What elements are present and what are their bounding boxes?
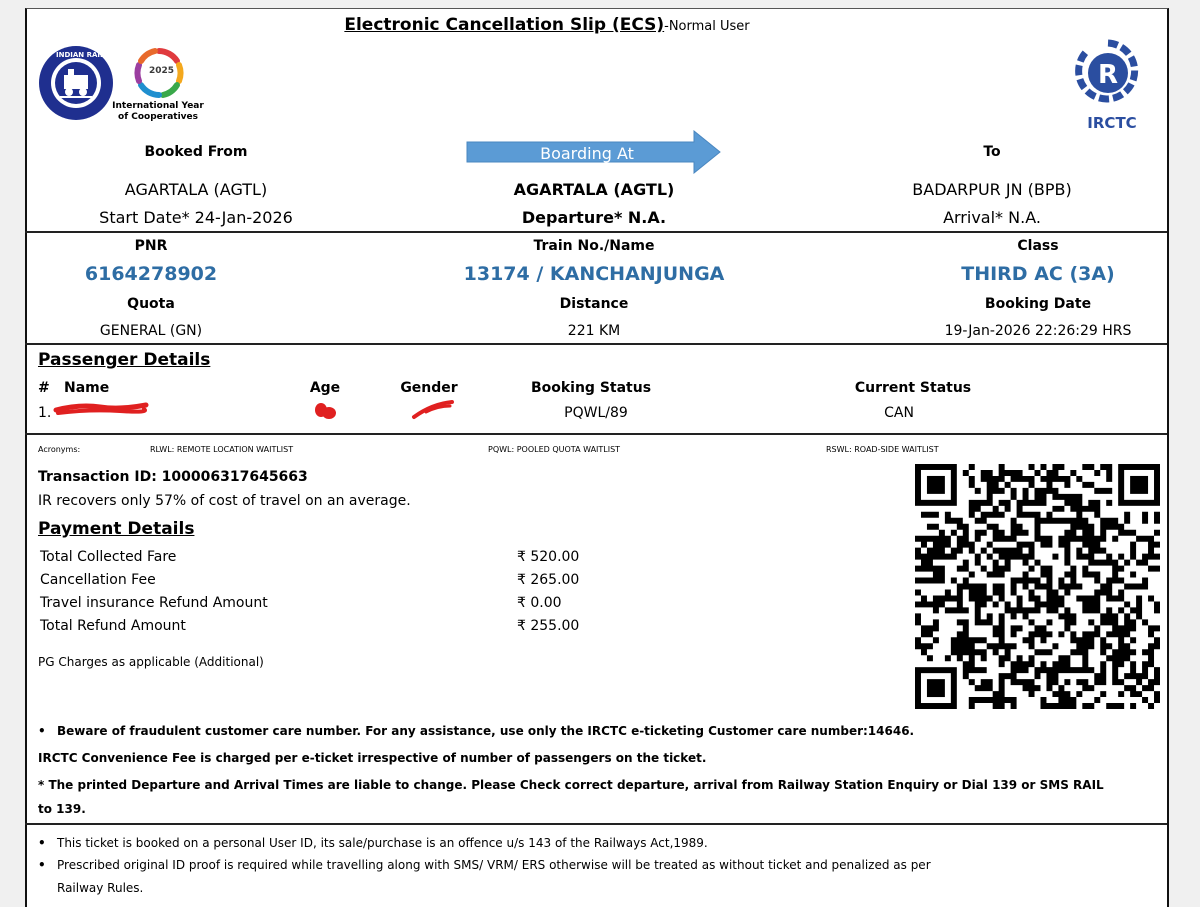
quota-label: Quota xyxy=(127,296,175,312)
quota-value: GENERAL (GN) xyxy=(99,323,203,339)
col-num: # xyxy=(38,380,50,396)
coop-line1: International Year xyxy=(112,101,204,111)
col-booking-status: Booking Status xyxy=(530,380,652,396)
booking-date-label: Booking Date xyxy=(984,296,1092,312)
divider xyxy=(25,823,1167,825)
timing-note-line1: * The printed Departure and Arrival Times are liable to change. Please Check correct departure, arrival from Railway Station Enquiry or Dial 139 or SMS RAIL xyxy=(38,778,1104,792)
booking-status-value: PQWL/89 xyxy=(564,405,628,421)
divider xyxy=(25,433,1167,435)
payment-row-label: Travel insurance Refund Amount xyxy=(40,595,268,611)
payment-row-amount: ₹ 0.00 xyxy=(517,595,562,611)
boarding-at-label: Boarding At xyxy=(540,144,634,163)
divider xyxy=(25,231,1167,233)
qr-code-icon xyxy=(915,464,1160,709)
acronym-pqwl: PQWL: POOLED QUOTA WAITLIST xyxy=(488,445,621,454)
personal-id-note: • This ticket is booked on a personal User ID, its sale/purchase is an offence u/s 143 of the Railways Act,1989. xyxy=(57,836,708,850)
id-proof-note-line2: Railway Rules. xyxy=(57,881,144,895)
col-current-status: Current Status xyxy=(854,380,972,396)
payment-row-amount: ₹ 255.00 xyxy=(517,618,580,634)
train-value: 13174 / KANCHANJUNGA xyxy=(463,263,725,285)
convenience-fee-note: IRCTC Convenience Fee is charged per e-ticket irrespective of number of passengers on the ticket. xyxy=(38,751,707,765)
id-proof-note-line1: • Prescribed original ID proof is required while travelling along with SMS/ VRM/ ERS otherwise will be treated as without ticket and penalized as per xyxy=(57,858,931,872)
recovery-note: IR recovers only 57% of cost of travel on an average. xyxy=(38,493,411,509)
pnr-label: PNR xyxy=(134,238,168,254)
coop-year: 2025 xyxy=(149,66,175,76)
coop-line2: of Cooperatives xyxy=(118,112,198,122)
acronym-rlwl: RLWL: REMOTE LOCATION WAITLIST xyxy=(150,445,294,454)
train-label: Train No./Name xyxy=(533,238,655,254)
to-label: To xyxy=(983,144,1001,160)
payment-row-label: Total Collected Fare xyxy=(40,549,177,565)
fraud-warning: • Beware of fraudulent customer care number. For any assistance, use only the IRCTC e-ticketing Customer care number:14646. xyxy=(57,724,914,738)
to-station: BADARPUR JN (BPB) xyxy=(912,180,1072,199)
irctc-logo-icon xyxy=(1075,37,1141,109)
payment-row-amount: ₹ 265.00 xyxy=(517,572,580,588)
class-value: THIRD AC (3A) xyxy=(961,263,1115,285)
departure-time: Departure* N.A. xyxy=(521,208,667,227)
boarding-station: AGARTALA (AGTL) xyxy=(513,180,675,199)
payment-row-label: Cancellation Fee xyxy=(40,572,156,588)
redacted-name-scribble xyxy=(50,398,150,420)
arrival-time: Arrival* N.A. xyxy=(943,208,1041,227)
payment-row-label: Total Refund Amount xyxy=(40,618,186,634)
redacted-gender-scribble xyxy=(410,398,456,420)
pg-charges-note: PG Charges as applicable (Additional) xyxy=(38,655,264,669)
pnr-value: 6164278902 xyxy=(84,263,218,285)
acronym-rswl: RSWL: ROAD-SIDE WAITLIST xyxy=(826,445,939,454)
distance-label: Distance xyxy=(559,296,629,312)
timing-note-line2: to 139. xyxy=(38,802,86,816)
start-date: Start Date* 24-Jan-2026 xyxy=(99,208,293,227)
passenger-num: 1. xyxy=(38,405,52,421)
ir-logo-text: INDIAN RAILWAYS xyxy=(56,51,127,59)
class-label: Class xyxy=(1017,238,1059,254)
slip-title: Electronic Cancellation Slip (ECS)-Normal User xyxy=(344,15,750,35)
col-gender: Gender xyxy=(400,380,458,396)
from-station: AGARTALA (AGTL) xyxy=(124,180,268,199)
current-status-value: CAN xyxy=(884,405,914,421)
svg-text:R: R xyxy=(1097,60,1119,90)
acronyms-label: Acronyms: xyxy=(38,445,81,454)
redacted-age-scribble xyxy=(312,400,340,422)
slip-subtitle: -Normal User xyxy=(664,19,750,34)
payment-details-heading: Payment Details xyxy=(38,519,195,539)
distance-value: 221 KM xyxy=(567,323,621,339)
passenger-details-heading: Passenger Details xyxy=(38,350,211,370)
payment-row-amount: ₹ 520.00 xyxy=(517,549,580,565)
booking-date-value: 19-Jan-2026 22:26:29 HRS xyxy=(944,323,1132,339)
irctc-logo-text: IRCTC xyxy=(1087,114,1137,132)
divider xyxy=(25,343,1167,345)
col-name: Name xyxy=(64,380,110,396)
transaction-id: Transaction ID: 100006317645663 xyxy=(38,469,308,485)
booked-from-label: Booked From xyxy=(144,144,248,160)
col-age: Age xyxy=(309,380,341,396)
